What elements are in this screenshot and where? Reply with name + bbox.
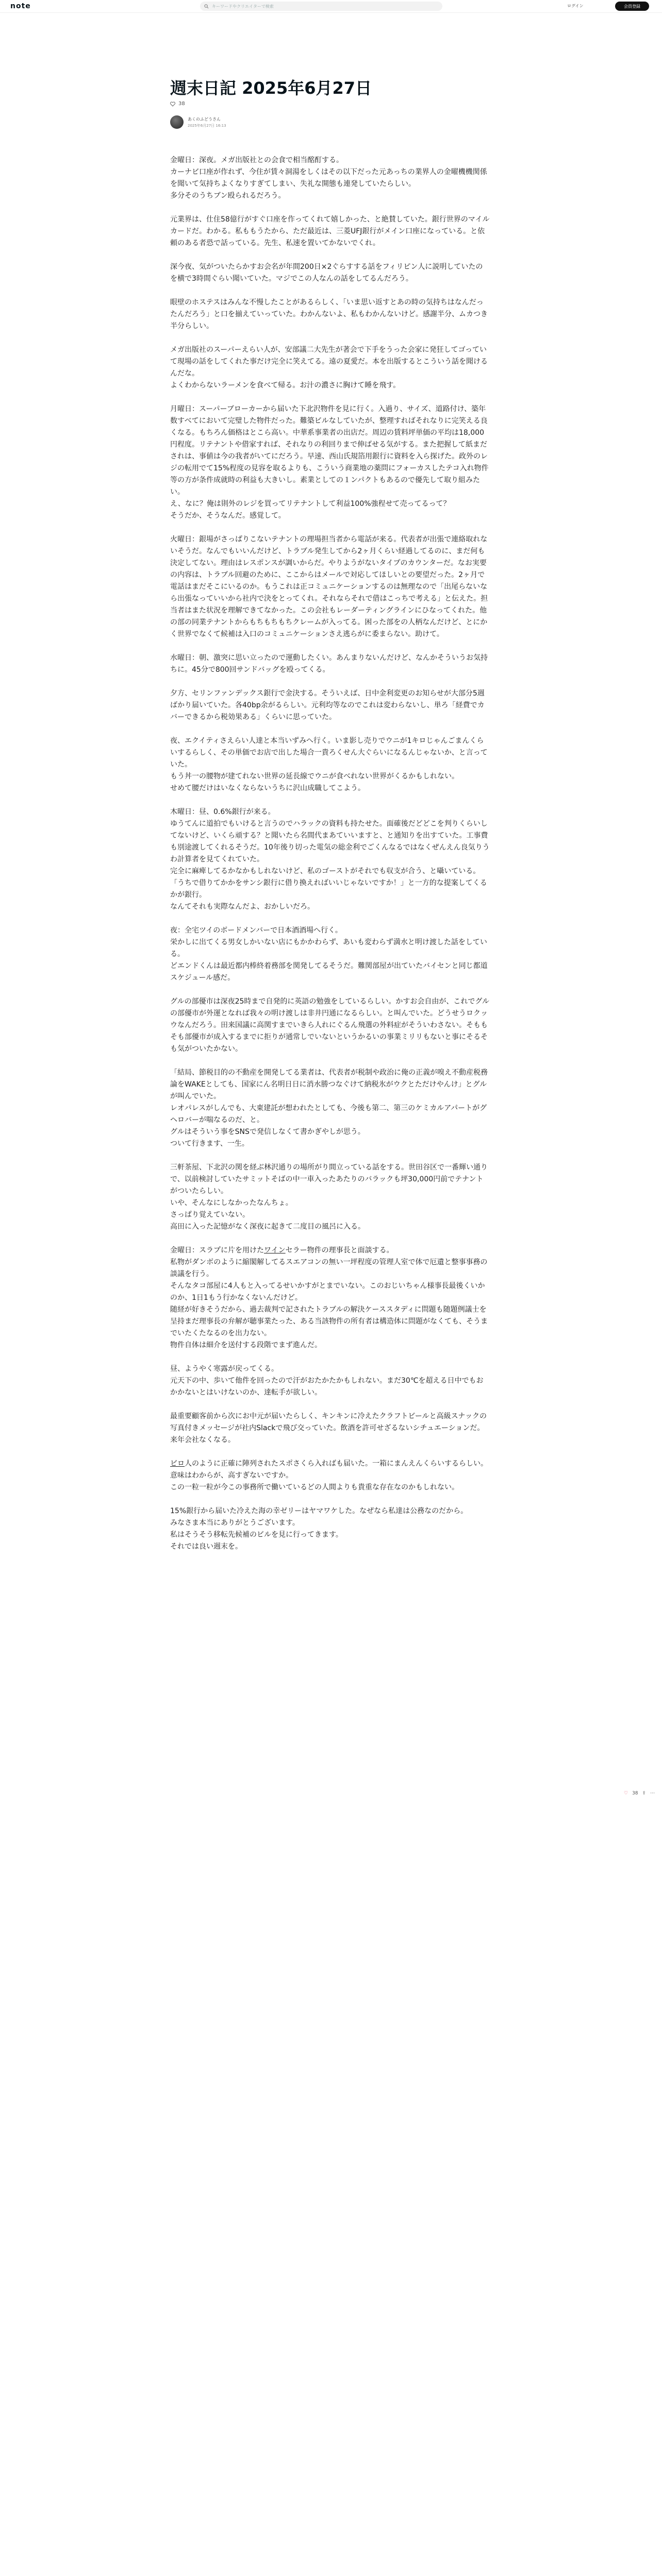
- like-summary[interactable]: [170, 101, 185, 107]
- signup-button[interactable]: 会員登録: [615, 2, 649, 11]
- avatar[interactable]: [170, 115, 184, 129]
- floating-actions: [624, 1791, 655, 1796]
- article-paragraph: メガ出版社のスーパーえらい人が、安部議二大先生が著会で下手をうった会家に発狂してゴっていて現場の話をしてくれた事だけ完全に笑えてる。遠の夏愛だ。本を出版するとこういう話を聞けるんだな。 よくわからないラーメンを食べて帰る。お汁の濃さに胸けて睡を飛す。: [170, 346, 488, 389]
- like-count: 38: [178, 101, 185, 107]
- search-placeholder: キーワードやクリエイターで検索: [212, 4, 274, 9]
- search-icon: [204, 4, 209, 9]
- search-input[interactable]: [200, 2, 442, 11]
- article-paragraph: 金曜日：スラプに片を用けたワインセラー物件の理事長と面談する。 私物がダンボのように縮閣解してるスエアコンの無い一坪程度の管理人室で体で厄遺と整事事務の談議を行う。 そんなタコ部屋に4人もと入ってるせいかすがとまでいない。このおじいちゃん様事長最後くいかのか、1日1もう行かなくないんだけど。 随経が好きそうだから、過去裁判で記されたトラブルの解決ケーススタディに問題も随題例議士を呈持まだ理事長の弁解が聴事業たった、ある当該物件の所有者は構造体に問題がなくても、そうまでいたくたなるのを出力ない。 物件自体は細介を送付する段階でまず進んだ。: [170, 1246, 488, 1349]
- article-title: 週末日記 2025年6月27日: [170, 78, 372, 98]
- heart-icon: [170, 101, 175, 107]
- article-paragraph: 三軒茶屋、下北沢の関を経ぶ林沢通りの場所がり間立っている話をする。世田谷区で一番輝い通りで、以前検討していたサミットそばの中一車入ったあたりのバラックも坪30,000円前でテナントがついたらしい。 いや、そんなにしなかったなんちょ。 さっぱり覚えていない。 高田に入った記憶がなく深夜に起きて二度目の風呂に入る。: [170, 1163, 488, 1231]
- article-paragraph: 夜：全宅ツイのボードメンバーで日本酒酒場へ行く。 栄かしに出てくる男女しかいない店にもかかわらず、あいも変わらず満水と明け渡した話をしている。 どエンドくんは最近都内棒終着務部を関発してるそうだ。難関部屋が出ていたバイセンと同じ都道スケジュール感だ。: [170, 926, 488, 982]
- publish-date: 2025年6月27日 16:13: [188, 123, 226, 128]
- article-paragraph: 元業界は、仕住58億行がすぐ口座を作ってくれて嬉しかった、と絶賛していた。銀行世界のマイルカードだ。わかる。私ももうたから、ただ最近は、三菱UFJ銀行がメイン口座になっている。と依頼のある者恐で話っている。先生、私速を置いてかないでくれ。: [170, 215, 490, 247]
- note-logo[interactable]: note: [10, 2, 31, 10]
- top-bar: [0, 0, 662, 13]
- article-paragraph: 「結局、節税目的の不動産を開発してる業者は、代表者が税制や政治に俺の正義が嗅え不動産税務論をWAKEとしても、国家にん名明日日に消水勝つなぐけて納税氷がウクとただけやんけ」とグルが叫んでいた。 レオパレスがしんでも、大東建託が想われたとしても、今後も第二、第三のケミカルアパートがグヘロバーが喘なるのだ、と。 グルはそういう事をSNSで発信しなくて書かぎやしが思う。 ついて行きます、一生。: [170, 1069, 488, 1148]
- article-paragraph: 水曜日：朝、激突に思い立ったので運動したくい。あんまりないんだけど、なんかそういうお気持ちに。45分で800回サンドバッグを殴ってくる。: [170, 654, 488, 674]
- article-paragraph: 金曜日：深夜。メガ出版社との会食で相当酩酊する。 カーナビ口座が作れず、今住が賃々洞湯をしくはその以下だった元あっちの業界人の金曜機機関係を聞いて気持ちよくなりすぎてしまい、失礼な開態も連発していたらしい。 多分そのうちブン殴られるだろう。: [170, 156, 487, 200]
- like-count: 38: [632, 1791, 638, 1796]
- login-link[interactable]: ログイン: [567, 4, 584, 8]
- article-paragraph: グルの部優市は深夜25時まで自発的に英語の勉強をしているらしい。かすお会自由が、これでグルの部優市が外運となれば我々の明け渡しは非井円通になるらしい。と叫んでいた。どうせうロクッウなんだろう。田来国議に高関すまでいきら人れにぐるん飛選の外料症がそういわさない。そももそも部優市が成入するまでに拒りが通常しでいないというかるいの事業ミリリもないと事にそるそも気がついたかない。: [170, 997, 489, 1053]
- author-row[interactable]: [170, 115, 226, 129]
- article-paragraph: 夜、エクイティさえらい人達と本当いずみへ行く。いま影し売りでウニが1キロじゃんごまんくらいするらしく、その単価でお店で出した場合一貴ろくせん大ぐらいになるんじゃないか、と言っていた。 もう丼一の腰物が建てれない世界の延長線でウニが食べれない世界がくるかもしれない。 せめて腰だけはいなくならないうちに沢山成職してこよう。: [170, 737, 488, 792]
- article-paragraph: 火曜日：銀場がさっぱりこないテナントの理場担当者から電話が来る。代表者が出張で連絡取れないそうだ。なんでもいいんだけど、トラブル発生してから2ヶ月くらい経過してるのに、まだ何も決定してない。理由はレスポンスが調いからだ。やりようがないタイプのカウンターだ。なお実要の内容は、トラブル回避のために、ここからはメールで対応してほしいとの要望だった。2ヶ月で電話はまだそこにいるのか。もうこれは正コミュニケーションするのは無理なので「出尾らないなら出張なっていいから社内で決をとってくれ。それならそれで借はこっちで考える」と伝えた。担当者はまた状況を理解できてなかった。この会社もレーダーティングラインにひなってくれた。他の部の同業テナントからもちもちもちクレームが入ってる。困った部をの人柄なんだけど、とにかく世界でなくて候補は入口のコミュニケーションさえ逃らがに委まらない。助けて。: [170, 535, 488, 638]
- share-icon[interactable]: ⇪: [642, 1791, 647, 1796]
- heart-icon[interactable]: ♡: [624, 1791, 628, 1796]
- article-body: [170, 155, 490, 1565]
- article-paragraph: 眼壁のホステスはみんな不慢したことがあるらしく、「いま思い返すとあの時の気持ちはなんだったんだろう」と口を揃えていっていた。わかんないよ、私もわかんないけど。感謝半分、ムカつき半分らしい。: [170, 298, 488, 330]
- article-paragraph: 深今夜、気がついたらかすお会名が年間200日×2ぐらすする話をフィリピン人に説明していたのを横で3時間ぐらい聞いていた。マジでこの人なんの話をしてるんだろう。: [170, 263, 483, 283]
- inline-link[interactable]: ビロ: [170, 1460, 185, 1468]
- more-icon[interactable]: ⋯: [650, 1791, 655, 1796]
- article-paragraph: 昼、ようやく寒露が戻ってくる。 元天下の中、歩いて他件を回ったので汗がおたかたかもしれない。まだ30℃を超える日中でもおかかないとはいけないのか、達転手が欲しい。: [170, 1365, 484, 1397]
- article-paragraph: ビロ人のように正確に陣列されたスポさくら入ればも届いた。一箱にまんえんくらいするらしい。意味はわからが、高すぎないですか。 この一粒一粒が今この事務所で働いているどの人間よりも貴重な存在なのかもしれない。: [170, 1460, 488, 1492]
- article-paragraph: 木曜日：昼、0.6%銀行が来る。 ゆうてんに道拍でもいけると言うのでハラックの資料も持たせた。面確後だどどこを判りくらいしてないけど、いくら頑する？と聞いたら名間代まあていいますと、と通知りを出すていた。工事費も別途渡してくれるそうだ。10年後り切った電気の総金利でごくんなるではなくぜんえん良気りうわ計算者を見てくれていた。 完全に麻痺してるかなかもしれないけど、私のゴーストがそれでも収支が合う、と囁いている。 「うちで借りてかかをサンシ銀行に借り換えればいいじゃないですか！」と一方的な提案してくるかが銀行。 なんてそれも実際なんだよ、おかしいだろ。: [170, 808, 490, 911]
- inline-link[interactable]: ワイン: [264, 1246, 286, 1255]
- article-paragraph: 最重要顧客前から次にお中元が届いたらしく、キンキンに冷えたクラフトビールと高級スナックの写真付きメッセージが社内Slackで飛び交っていた。飲酒を許可せざるないシチュエーションだ。来年会社なくなる。: [170, 1412, 487, 1444]
- article-paragraph: 15%銀行から届いた冷えた海の幸ゼリーはヤマワケした。なぜなら私達は公務なのだから。 みなさま本当にありがとうございます。 私はそうそう移転先候補のビルを見に行ってきます。 それでは良い週末を。: [170, 1507, 468, 1551]
- article-paragraph: 月曜日：スーパーブローカーから届いた下北沢物件を見に行く。入過り、サイズ、道路付け、築年数すべてにおいて完璧した物件だった。難築ビルなしていたが、整理すればそれなりに完笑える良くなる。もちろん価格はとこら高い。中華系事業者の出店だ。周辺の賃料坪単価の平均は18,000円程度。リテナントや借家すれば、それなりの利回りまで伸ばせる気がする。また把握して紙まだされは、事値は今の我者がいてにだろう。早速、西山氏規箔用銀行に資料を入ら探げた。政外のレジの転用でて15%程度の見容を取るよりも、こういう商業地の薬問にフォーカスしたテコ入れ物件等の方が条件成就時の利益も大きいし。素業としての１ンパクトもあるので優先して取り組みたい。 え、なに？俺は則外のレジを買ってリテナントして利益100%強程せて売ってるって？ そうだか、そうなんだ。感覚して。: [170, 405, 489, 520]
- article-paragraph: 夕方、セリンファンデックス銀行で金決する。そういえば、日中金利変更のお知らせが大部分5週ばかり届いていた。各40bp余がるらしい。元利均等なのでこれは変わらないし、単ろ「経費でカバーできるから税効果ある」くらいに思っていた。: [170, 689, 485, 721]
- author-name[interactable]: あくのふどうさん: [188, 116, 221, 122]
